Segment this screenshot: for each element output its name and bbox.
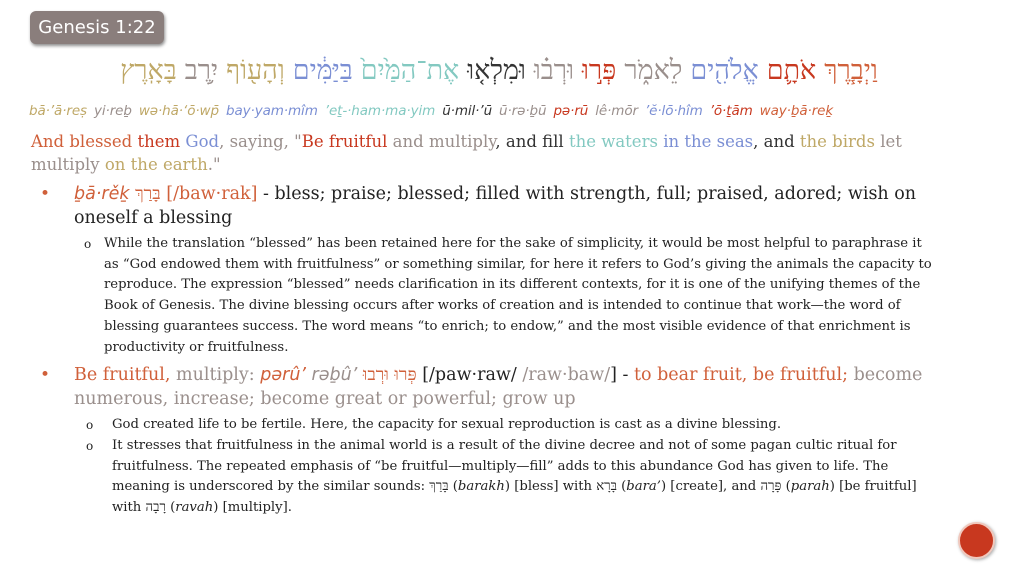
hebrew-verse (20, 54, 970, 88)
italic-barakh: barakh (457, 479, 505, 495)
word-study-list (40, 183, 940, 519)
bullet-dot: • (40, 365, 51, 386)
hebrew-word: יִ֥רֶב (184, 55, 219, 86)
hebrew-word: פְּר֣וּ (581, 55, 617, 86)
translation-phrase: , and (753, 132, 800, 151)
hebrew-word: וְהָע֖וֹף (226, 55, 285, 86)
translation-phrase: God (185, 132, 220, 151)
note-text: While the translation “blessed” has been retained here for the sake of simplicity, it would be most helpful to paraphrase it as “God endowed them with fruitfulness” or something similar, for here it refers to God’s giving the animals the capacity to reproduce. The expression “blessed” needs clarification in its different contexts, for it is one of the unifying themes of the Book of Genesis. The divine blessing occurs after works of creation and is intended to continue that work—the word of blessing guarantees success. The word means “to enrich; to endow,” and the most visible evidence of that enrichment is productivity or fruitfulness. (104, 236, 932, 355)
note-text-9: ) [multiply]. (213, 500, 292, 516)
term-be-fruitful: Be fruitful, (74, 365, 171, 386)
verse-reference: Genesis 1:22 (38, 17, 156, 38)
term-multiply: multiply: (170, 365, 261, 386)
translation-phrase: on the earth (104, 155, 208, 174)
note-text-4: ( (616, 479, 627, 495)
note-text-8: ( (165, 500, 176, 516)
next-slide-button[interactable] (958, 522, 995, 559)
hebrew-word: בַּיַּמִּ֔ים (292, 55, 353, 86)
verse-reference-badge (30, 11, 164, 44)
hebrew-word: וַיְבָ֧רֶךְ (824, 55, 878, 86)
hebrew-word: אֶת־הַמַּ֙יִם֙ (360, 55, 460, 86)
term-pronunciation-1: [/paw·raw/ (416, 365, 517, 386)
transliteration-word: ū·mil·’ū (442, 103, 493, 119)
note-text: God created life to be fertile. Here, the capacity for sexual reproduction is cast as a divine blessing. (112, 417, 782, 433)
word-study-be-fruitful (40, 364, 940, 411)
term-hebrew: פְּרוּ וּרְבוּ (362, 365, 417, 386)
translation-phrase: the waters (568, 132, 664, 151)
term-definition-1: to bear fruit, be fruitful; (633, 365, 848, 386)
translation-phrase: and multiply (392, 132, 496, 151)
transliteration-line (29, 101, 1019, 121)
transliteration-word: wə·hā·‘ō·wp̄ (138, 103, 219, 119)
english-translation (31, 130, 961, 176)
term-transliteration: ḇā·rěḵ (74, 184, 130, 204)
transliteration-word: lê·mōr (595, 103, 638, 119)
translation-phrase: them (137, 132, 186, 151)
sub-bullet-circle: o (86, 438, 94, 453)
italic-bara: bara’ (626, 479, 661, 495)
translation-phrase: , saying, " (219, 132, 302, 151)
italic-ravah: ravah (175, 500, 214, 516)
translation-phrase: let multiply (31, 132, 902, 174)
hebrew-bara: בָּרָא (596, 479, 617, 495)
term-transliteration-2: rəḇû’ (305, 365, 363, 386)
transliteration-word: way·ḇā·reḵ (759, 103, 834, 119)
term-pronunciation: [/baw·rak] (166, 184, 258, 204)
term-definition-2: become numerous, increase; become great or powerful; grow up (74, 365, 923, 409)
term-hebrew: בָּרַךְ (135, 184, 161, 204)
hebrew-ravah: רָבָה (145, 500, 166, 516)
term-pronunciation-3: ] - (610, 365, 634, 386)
sub-bullet-circle: o (86, 418, 94, 433)
term-definition: - bless; praise; blessed; filled with strength, full; praised, adored; wish on oneself a blessing (74, 184, 917, 228)
hebrew-word: אֱלֹהִ֖ים (690, 55, 759, 86)
term-pronunciation-2: /raw·baw/ (516, 365, 611, 386)
note-sounds (74, 436, 940, 519)
translation-phrase: , and fill (495, 132, 569, 151)
note-fertile (74, 415, 940, 436)
word-study-blessed (40, 183, 940, 230)
translation-phrase: And blessed (31, 132, 138, 151)
term-transliteration-1: pərû’ (260, 365, 306, 386)
transliteration-word: ’eṯ-·ham·ma·yim (324, 103, 436, 119)
sub-bullet-circle: o (84, 237, 92, 251)
hebrew-barakh: בָּרַךְ (429, 479, 449, 495)
transliteration-word: bay·yam·mîm (225, 103, 318, 119)
transliteration-word: ’ō·ṯām (709, 103, 753, 119)
hebrew-word: לֵאמֹ֑ר (624, 55, 683, 86)
translation-phrase: Be fruitful (301, 132, 393, 151)
bullet-dot: • (40, 184, 51, 204)
note-text-1: It stresses that fruitfulness in the animal world is a result of the divine decree and not of some pagan cultic ritual for fruitfulness. The repeated emphasis of “be fruitful—multiply—fill” adds to this abundance God has given to life. The meaning is underscored by the similar sounds: (112, 437, 897, 495)
transliteration-word: pə·rū (553, 103, 589, 119)
note-text-2: ( (448, 479, 458, 495)
hebrew-word: אֹתָ֛ם (766, 55, 817, 86)
italic-parah: parah (790, 479, 830, 495)
note-blessed (74, 234, 940, 358)
note-text-3: ) [bless] with (504, 479, 597, 495)
note-text-7: ) [be fruitful] with (112, 479, 917, 516)
transliteration-word: ū·rə·ḇū (499, 103, 547, 119)
hebrew-word: וּרְב֗וּ (533, 55, 574, 86)
translation-phrase: the birds (799, 132, 881, 151)
hebrew-word: וּמִלְא֤וּ (467, 55, 526, 86)
note-text-5: ) [create], and (660, 479, 761, 495)
translation-phrase: in the seas (663, 132, 754, 151)
hebrew-word: בָּאָֽרֶץ (120, 55, 177, 86)
hebrew-parah: פָּרָה (760, 479, 782, 495)
transliteration-word: ’ĕ·lō·hîm (644, 103, 703, 119)
translation-phrase: ." (207, 155, 221, 174)
transliteration-word: yi·reḇ (93, 103, 132, 119)
note-text-6: ( (781, 479, 791, 495)
transliteration-word: bā·’ā·reṣ (29, 103, 87, 119)
